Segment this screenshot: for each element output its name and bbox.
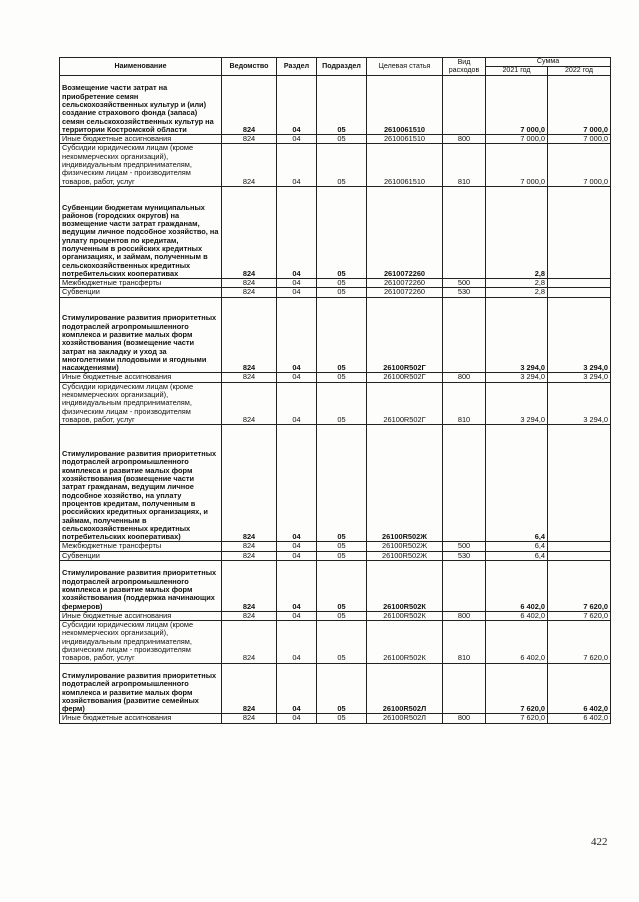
cell-name: Иные бюджетные ассигнования <box>60 373 222 382</box>
header-vid: Вид расходов <box>443 58 486 76</box>
cell-celevaya: 2610061510 <box>367 76 443 135</box>
cell-vedomstvo: 824 <box>222 621 277 664</box>
cell-celevaya: 26100R502Г <box>367 382 443 425</box>
cell-sum-2021: 2,8 <box>486 279 548 288</box>
cell-podrazdel: 05 <box>317 76 367 135</box>
budget-table <box>59 57 611 724</box>
cell-name: Межбюджетные трансферты <box>60 279 222 288</box>
cell-sum-2021: 7 620,0 <box>486 663 548 714</box>
cell-celevaya: 26100R502Ж <box>367 425 443 542</box>
cell-podrazdel: 05 <box>317 561 367 612</box>
cell-vedomstvo: 824 <box>222 288 277 297</box>
cell-razdel: 04 <box>277 663 317 714</box>
cell-name: Субсидии юридическим лицам (кроме некоммерческих организаций), индивидуальным предпринимателям, физическим лицам - производителям товаров, работ, услуг <box>60 382 222 425</box>
cell-podrazdel: 05 <box>317 663 367 714</box>
table-row <box>60 621 611 664</box>
table-body <box>60 76 611 724</box>
cell-celevaya: 2610061510 <box>367 144 443 187</box>
cell-sum-2021: 6 402,0 <box>486 621 548 664</box>
cell-name: Стимулирование развития приоритетных подотраслей агропромышленного комплекса и развитие малых форм хозяйствования (развитие семейных ферм) <box>60 663 222 714</box>
cell-celevaya: 26100R502К <box>367 621 443 664</box>
header-summa: Сумма <box>486 58 611 67</box>
cell-celevaya: 2610072260 <box>367 288 443 297</box>
cell-sum-2022: 3 294,0 <box>548 382 611 425</box>
cell-vid <box>443 186 486 278</box>
table-row <box>60 76 611 135</box>
cell-vid <box>443 561 486 612</box>
cell-podrazdel: 05 <box>317 135 367 144</box>
cell-podrazdel: 05 <box>317 288 367 297</box>
cell-podrazdel: 05 <box>317 425 367 542</box>
cell-sum-2022: 6 402,0 <box>548 663 611 714</box>
cell-vid: 810 <box>443 382 486 425</box>
cell-name: Иные бюджетные ассигнования <box>60 611 222 620</box>
cell-sum-2021: 6 402,0 <box>486 561 548 612</box>
cell-sum-2022: 7 620,0 <box>548 561 611 612</box>
cell-podrazdel: 05 <box>317 542 367 551</box>
cell-celevaya: 26100R502Ж <box>367 542 443 551</box>
table-row <box>60 186 611 278</box>
cell-sum-2021: 7 000,0 <box>486 144 548 187</box>
cell-razdel: 04 <box>277 297 317 373</box>
cell-vedomstvo: 824 <box>222 279 277 288</box>
cell-razdel: 04 <box>277 76 317 135</box>
cell-celevaya: 26100R502Л <box>367 714 443 723</box>
cell-name: Стимулирование развития приоритетных подотраслей агропромышленного комплекса и развитие малых форм хозяйствования (возмещение части затрат на закладку и уход за многолетними плодовыми и ягодными насаждениями) <box>60 297 222 373</box>
cell-razdel: 04 <box>277 288 317 297</box>
cell-name: Субвенции <box>60 551 222 560</box>
cell-vid: 530 <box>443 288 486 297</box>
cell-celevaya: 26100R502Г <box>367 373 443 382</box>
cell-razdel: 04 <box>277 611 317 620</box>
cell-sum-2021: 7 000,0 <box>486 76 548 135</box>
cell-sum-2022: 3 294,0 <box>548 373 611 382</box>
cell-vid <box>443 76 486 135</box>
header-podrazdel: Подраздел <box>317 58 367 76</box>
cell-vid: 800 <box>443 611 486 620</box>
cell-vid: 810 <box>443 621 486 664</box>
cell-vid <box>443 663 486 714</box>
cell-podrazdel: 05 <box>317 611 367 620</box>
cell-sum-2022 <box>548 279 611 288</box>
table-row <box>60 561 611 612</box>
cell-sum-2022: 7 000,0 <box>548 76 611 135</box>
cell-razdel: 04 <box>277 144 317 187</box>
cell-sum-2021: 7 000,0 <box>486 135 548 144</box>
cell-sum-2021: 2,8 <box>486 288 548 297</box>
cell-vid <box>443 297 486 373</box>
cell-razdel: 04 <box>277 621 317 664</box>
table-row <box>60 373 611 382</box>
cell-sum-2022: 6 402,0 <box>548 714 611 723</box>
cell-vedomstvo: 824 <box>222 561 277 612</box>
cell-vedomstvo: 824 <box>222 144 277 187</box>
cell-sum-2021: 6,4 <box>486 542 548 551</box>
header-celevaya: Целевая статья <box>367 58 443 76</box>
cell-sum-2021: 6,4 <box>486 425 548 542</box>
cell-name: Стимулирование развития приоритетных подотраслей агропромышленного комплекса и развитие малых форм хозяйствования (поддержка начинающих фермеров) <box>60 561 222 612</box>
cell-sum-2022: 7 620,0 <box>548 621 611 664</box>
header-2021: 2021 год <box>486 67 548 76</box>
cell-sum-2022 <box>548 542 611 551</box>
table-row <box>60 382 611 425</box>
cell-celevaya: 2610061510 <box>367 135 443 144</box>
cell-name: Субвенции <box>60 288 222 297</box>
cell-vedomstvo: 824 <box>222 297 277 373</box>
cell-podrazdel: 05 <box>317 621 367 664</box>
cell-sum-2021: 3 294,0 <box>486 382 548 425</box>
cell-vedomstvo: 824 <box>222 714 277 723</box>
table-row <box>60 663 611 714</box>
cell-name: Субвенции бюджетам муниципальных районов (городских округов) на возмещение части затрат гражданам, ведущим личное подсобное хозяйство, на уплату процентов по кредитам, полученным в российских кредитных организациях, и займам, полученным в сельскохозяйственных кредитных потребительских кооперативах <box>60 186 222 278</box>
header-vedomstvo: Ведомство <box>222 58 277 76</box>
cell-podrazdel: 05 <box>317 373 367 382</box>
header-name: Наименование <box>60 58 222 76</box>
table-row <box>60 425 611 542</box>
cell-sum-2022: 7 620,0 <box>548 611 611 620</box>
cell-razdel: 04 <box>277 135 317 144</box>
table-row <box>60 279 611 288</box>
table-row <box>60 297 611 373</box>
cell-vedomstvo: 824 <box>222 611 277 620</box>
cell-podrazdel: 05 <box>317 279 367 288</box>
cell-vedomstvo: 824 <box>222 186 277 278</box>
header-2022: 2022 год <box>548 67 611 76</box>
cell-razdel: 04 <box>277 425 317 542</box>
cell-podrazdel: 05 <box>317 551 367 560</box>
cell-vedomstvo: 824 <box>222 76 277 135</box>
cell-celevaya: 2610072260 <box>367 279 443 288</box>
cell-podrazdel: 05 <box>317 186 367 278</box>
cell-razdel: 04 <box>277 279 317 288</box>
cell-vedomstvo: 824 <box>222 663 277 714</box>
cell-sum-2022: 3 294,0 <box>548 297 611 373</box>
cell-vid: 500 <box>443 542 486 551</box>
cell-podrazdel: 05 <box>317 714 367 723</box>
cell-celevaya: 2610072260 <box>367 186 443 278</box>
cell-razdel: 04 <box>277 382 317 425</box>
page-number: 422 <box>591 836 608 848</box>
header-razdel: Раздел <box>277 58 317 76</box>
cell-razdel: 04 <box>277 551 317 560</box>
cell-podrazdel: 05 <box>317 382 367 425</box>
cell-sum-2022 <box>548 288 611 297</box>
cell-razdel: 04 <box>277 561 317 612</box>
cell-sum-2021: 6,4 <box>486 551 548 560</box>
cell-celevaya: 26100R502Л <box>367 663 443 714</box>
table-row <box>60 551 611 560</box>
cell-vedomstvo: 824 <box>222 542 277 551</box>
cell-podrazdel: 05 <box>317 144 367 187</box>
cell-sum-2022 <box>548 551 611 560</box>
cell-sum-2021: 6 402,0 <box>486 611 548 620</box>
table-header <box>60 58 611 76</box>
cell-vid: 800 <box>443 714 486 723</box>
cell-vid <box>443 425 486 542</box>
cell-vedomstvo: 824 <box>222 382 277 425</box>
cell-razdel: 04 <box>277 186 317 278</box>
table-row <box>60 144 611 187</box>
cell-razdel: 04 <box>277 714 317 723</box>
cell-name: Субсидии юридическим лицам (кроме некоммерческих организаций), индивидуальным предпринимателям, физическим лицам - производителям товаров, работ, услуг <box>60 621 222 664</box>
cell-vid: 800 <box>443 135 486 144</box>
cell-sum-2022: 7 000,0 <box>548 135 611 144</box>
cell-sum-2021: 3 294,0 <box>486 373 548 382</box>
cell-celevaya: 26100R502Ж <box>367 551 443 560</box>
cell-vedomstvo: 824 <box>222 373 277 382</box>
table-row <box>60 288 611 297</box>
cell-celevaya: 26100R502К <box>367 561 443 612</box>
cell-vid: 810 <box>443 144 486 187</box>
cell-razdel: 04 <box>277 373 317 382</box>
cell-vedomstvo: 824 <box>222 425 277 542</box>
table-row <box>60 542 611 551</box>
cell-name: Иные бюджетные ассигнования <box>60 135 222 144</box>
cell-sum-2021: 3 294,0 <box>486 297 548 373</box>
table-row <box>60 714 611 723</box>
cell-celevaya: 26100R502Г <box>367 297 443 373</box>
cell-sum-2022: 7 000,0 <box>548 144 611 187</box>
cell-vedomstvo: 824 <box>222 135 277 144</box>
cell-name: Иные бюджетные ассигнования <box>60 714 222 723</box>
cell-vid: 530 <box>443 551 486 560</box>
cell-podrazdel: 05 <box>317 297 367 373</box>
cell-sum-2022 <box>548 425 611 542</box>
cell-name: Субсидии юридическим лицам (кроме некоммерческих организаций), индивидуальным предпринимателям, физическим лицам - производителям товаров, работ, услуг <box>60 144 222 187</box>
cell-name: Возмещение части затрат на приобретение семян сельскохозяйственных культур и (или) создание страхового фонда (запаса) семян сельскохозяйственных культур на территории Костромской области <box>60 76 222 135</box>
cell-name: Стимулирование развития приоритетных подотраслей агропромышленного комплекса и развитие малых форм хозяйствования (возмещение части затрат гражданам, ведущим личное подсобное хозяйство, на уплату процентов кредитам, полученным в российских кредитных организациях, и займам, полученным в сельскохозяйственных кредитных потребительских кооперативах) <box>60 425 222 542</box>
cell-vid: 500 <box>443 279 486 288</box>
cell-sum-2021: 7 620,0 <box>486 714 548 723</box>
cell-vedomstvo: 824 <box>222 551 277 560</box>
cell-vid: 800 <box>443 373 486 382</box>
cell-sum-2021: 2,8 <box>486 186 548 278</box>
cell-sum-2022 <box>548 186 611 278</box>
cell-razdel: 04 <box>277 542 317 551</box>
cell-name: Межбюджетные трансферты <box>60 542 222 551</box>
cell-celevaya: 26100R502К <box>367 611 443 620</box>
